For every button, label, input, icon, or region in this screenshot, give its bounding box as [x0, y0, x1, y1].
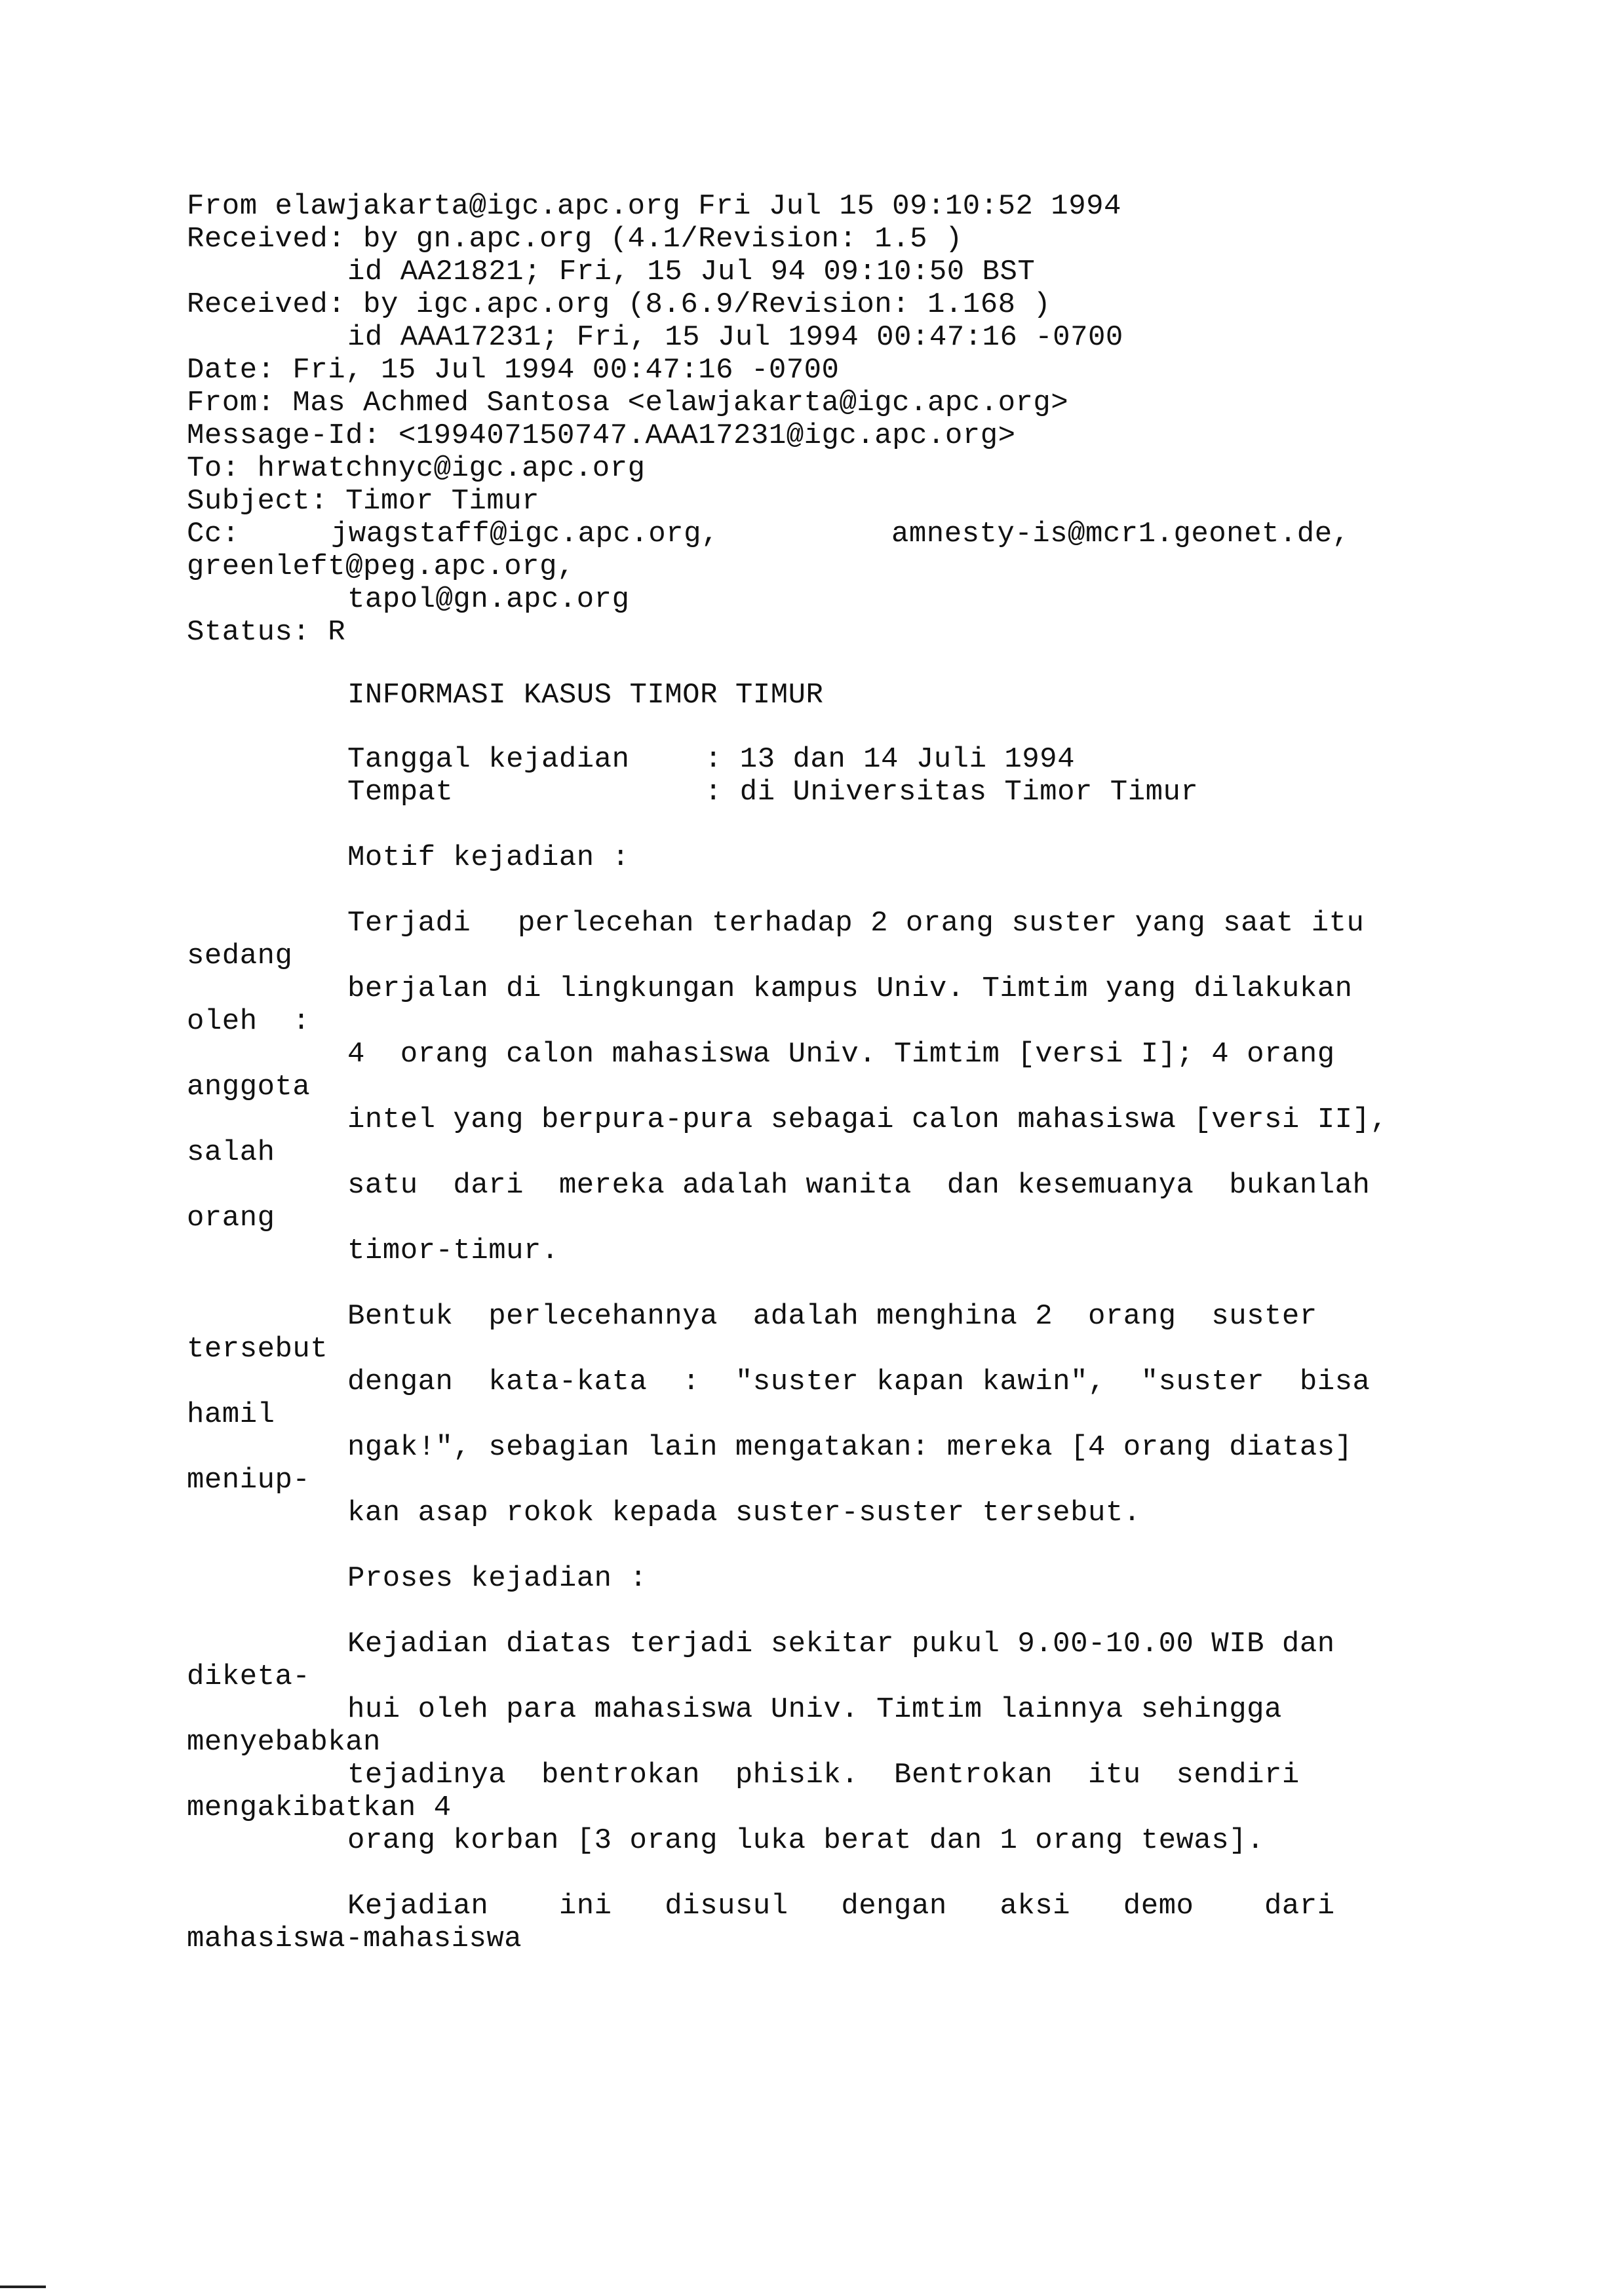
p3-line-1: Kejadian diatas terjadi sekitar pukul 9.00-10.00 WIB dan	[347, 1628, 1335, 1660]
p2-line-1: Bentuk perlecehannya adalah menghina 2 orang suster	[347, 1300, 1317, 1333]
p2-line-3: ngak!", sebagian lain mengatakan: mereka [4 orang diatas]	[347, 1431, 1353, 1464]
p2-line-2: dengan kata-kata : "suster kapan kawin", "suster bisa	[347, 1366, 1371, 1398]
header-received-2-id: id AAA17231; Fri, 15 Jul 1994 00:47:16 -0700	[347, 321, 1123, 354]
header-subject: Subject: Timor Timur	[187, 485, 540, 518]
p1-wrap-2: oleh :	[187, 1005, 311, 1038]
p1-wrap-4: salah	[187, 1136, 275, 1169]
p3-wrap-3: mengakibatkan 4	[187, 1791, 452, 1824]
p1-wrap-3: anggota	[187, 1071, 311, 1103]
tanggal-value: : 13 dan 14 Juli 1994	[705, 743, 1075, 776]
p4-wrap-1: mahasiswa-mahasiswa	[187, 1923, 522, 1955]
motif-heading: Motif kejadian :	[347, 841, 630, 874]
tempat-value: : di Universitas Timor Timur	[705, 776, 1199, 809]
p3-wrap-2: menyebabkan	[187, 1726, 381, 1759]
p1-line-4: intel yang berpura-pura sebagai calon mahasiswa [versi II],	[347, 1103, 1388, 1136]
header-cc-3: greenleft@peg.apc.org,	[187, 550, 575, 583]
header-received-1: Received: by gn.apc.org (4.1/Revision: 1.5 )	[187, 223, 963, 256]
p1-wrap-1: sedang	[187, 940, 293, 972]
p3-line-4: orang korban [3 orang luka berat dan 1 orang tewas].	[347, 1824, 1265, 1857]
proses-heading: Proses kejadian :	[347, 1562, 648, 1595]
header-to: To: hrwatchnyc@igc.apc.org	[187, 452, 646, 485]
document-title: INFORMASI KASUS TIMOR TIMUR	[347, 679, 824, 712]
p3-line-2: hui oleh para mahasiswa Univ. Timtim lainnya sehingga	[347, 1693, 1282, 1726]
p1-line-3: 4 orang calon mahasiswa Univ. Timtim [versi I]; 4 orang	[347, 1038, 1335, 1071]
p1-line-1b: perlecehan terhadap 2 orang suster yang saat itu	[518, 907, 1365, 940]
p4-line-1: Kejadian ini disusul dengan aksi demo dari	[347, 1890, 1335, 1923]
p2-wrap-2: hamil	[187, 1398, 275, 1431]
p2-wrap-1: tersebut	[187, 1333, 328, 1366]
header-cc-label: Cc:	[187, 518, 240, 550]
p1-line-5: satu dari mereka adalah wanita dan kesemuanya bukanlah	[347, 1169, 1371, 1202]
header-received-1-id: id AA21821; Fri, 15 Jul 94 09:10:50 BST	[347, 256, 1036, 288]
header-cc-1: jwagstaff@igc.apc.org,	[331, 518, 719, 550]
header-status: Status: R	[187, 616, 346, 649]
p1-line-1a: Terjadi	[347, 907, 471, 940]
tanggal-label: Tanggal kejadian	[347, 743, 630, 776]
p2-wrap-3: meniup-	[187, 1464, 311, 1497]
header-cc-4: tapol@gn.apc.org	[347, 583, 630, 616]
header-cc-2: amnesty-is@mcr1.geonet.de,	[891, 518, 1350, 550]
p1-line-2: berjalan di lingkungan kampus Univ. Timtim yang dilakukan	[347, 972, 1353, 1005]
header-received-2: Received: by igc.apc.org (8.6.9/Revision: 1.168 )	[187, 288, 1051, 321]
header-from: From: Mas Achmed Santosa <elawjakarta@igc.apc.org>	[187, 387, 1069, 419]
header-message-id: Message-Id: <199407150747.AAA17231@igc.apc.org>	[187, 419, 1016, 452]
header-from-line: From elawjakarta@igc.apc.org Fri Jul 15 09:10:52 1994	[187, 190, 1121, 223]
p1-wrap-5: orang	[187, 1202, 275, 1234]
p3-line-3: tejadinya bentrokan phisik. Bentrokan itu sendiri	[347, 1759, 1300, 1791]
p1-line-6: timor-timur.	[347, 1234, 559, 1267]
scan-edge-mark	[0, 2286, 46, 2288]
p2-line-4: kan asap rokok kepada suster-suster tersebut.	[347, 1497, 1141, 1529]
tempat-label: Tempat	[347, 776, 454, 809]
p3-wrap-1: diketa-	[187, 1660, 311, 1693]
header-date: Date: Fri, 15 Jul 1994 00:47:16 -0700	[187, 354, 840, 387]
